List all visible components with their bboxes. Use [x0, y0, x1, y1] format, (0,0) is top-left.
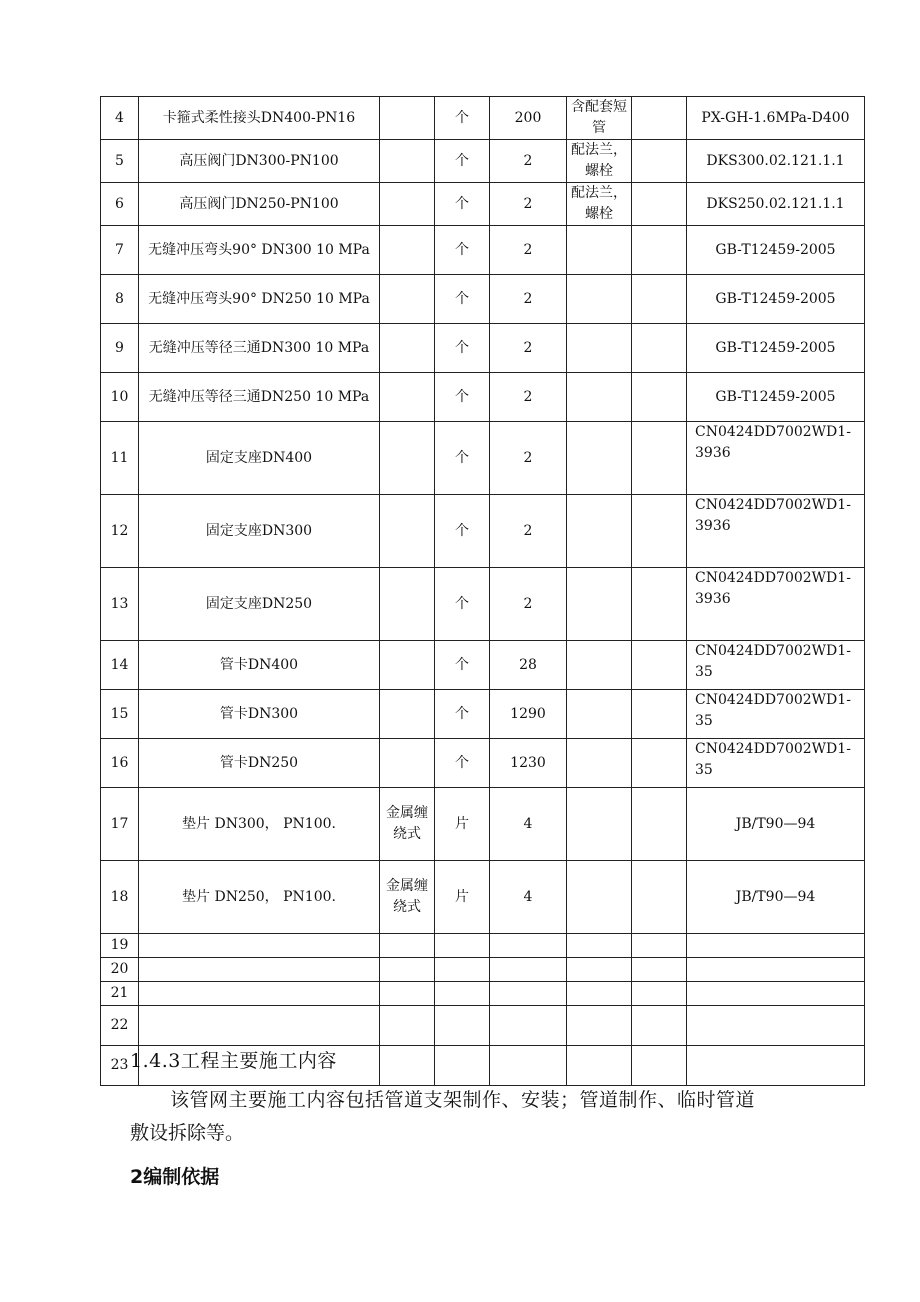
cell-unit: 个 — [435, 495, 490, 568]
table-body — [101, 97, 865, 1086]
cell-qty: 1290 — [490, 690, 567, 739]
cell-name — [139, 958, 380, 982]
cell-qty — [490, 934, 567, 958]
table-row — [101, 275, 865, 324]
cell-note2 — [632, 982, 687, 1006]
cell-std: CN0424DD7002WD1-3936 — [687, 568, 865, 641]
cell-qty: 1230 — [490, 739, 567, 788]
table-row — [101, 861, 865, 934]
cell-note2 — [632, 495, 687, 568]
table-row — [101, 641, 865, 690]
cell-std — [687, 958, 865, 982]
cell-unit: 个 — [435, 97, 490, 140]
cell-material: 金属缠绕式 — [380, 788, 435, 861]
cell-note1 — [567, 861, 632, 934]
table-row — [101, 934, 865, 958]
cell-std: JB/T90—94 — [687, 861, 865, 934]
cell-note2 — [632, 97, 687, 140]
table-row — [101, 495, 865, 568]
cell-no: 10 — [101, 373, 139, 422]
cell-material — [380, 226, 435, 275]
cell-qty: 2 — [490, 495, 567, 568]
cell-no: 17 — [101, 788, 139, 861]
cell-material — [380, 97, 435, 140]
cell-note2 — [632, 1046, 687, 1086]
table-row — [101, 373, 865, 422]
cell-qty — [490, 958, 567, 982]
cell-std: JB/T90—94 — [687, 788, 865, 861]
cell-no: 23 — [101, 1046, 139, 1086]
cell-unit: 个 — [435, 641, 490, 690]
cell-name: 固定支座DN300 — [139, 495, 380, 568]
cell-qty: 2 — [490, 140, 567, 183]
cell-qty — [490, 1046, 567, 1086]
cell-material — [380, 422, 435, 495]
cell-no: 14 — [101, 641, 139, 690]
cell-unit: 个 — [435, 140, 490, 183]
cell-no: 7 — [101, 226, 139, 275]
cell-no: 9 — [101, 324, 139, 373]
cell-name: 垫片 DN300， PN100. — [139, 788, 380, 861]
cell-material — [380, 183, 435, 226]
cell-no: 21 — [101, 982, 139, 1006]
cell-no: 13 — [101, 568, 139, 641]
cell-unit — [435, 1006, 490, 1046]
cell-std: PX-GH-1.6MPa-D400 — [687, 97, 865, 140]
cell-qty: 2 — [490, 275, 567, 324]
cell-std: DKS300.02.121.1.1 — [687, 140, 865, 183]
cell-name: 无缝冲压弯头90° DN250 10 MPa — [139, 275, 380, 324]
cell-material — [380, 373, 435, 422]
cell-note2 — [632, 861, 687, 934]
cell-note1 — [567, 275, 632, 324]
cell-note1 — [567, 495, 632, 568]
cell-note1 — [567, 982, 632, 1006]
cell-std: GB-T12459-2005 — [687, 275, 865, 324]
cell-note1 — [567, 373, 632, 422]
cell-qty: 2 — [490, 226, 567, 275]
cell-note1 — [567, 690, 632, 739]
cell-name: 无缝冲压等径三通DN300 10 MPa — [139, 324, 380, 373]
cell-name: 固定支座DN400 — [139, 422, 380, 495]
cell-qty — [490, 982, 567, 1006]
cell-note1 — [567, 958, 632, 982]
cell-name: 无缝冲压弯头90° DN300 10 MPa — [139, 226, 380, 275]
table-row — [101, 422, 865, 495]
cell-std: GB-T12459-2005 — [687, 226, 865, 275]
table-row — [101, 690, 865, 739]
cell-qty: 4 — [490, 788, 567, 861]
cell-note2 — [632, 1006, 687, 1046]
cell-no: 16 — [101, 739, 139, 788]
cell-note2 — [632, 183, 687, 226]
cell-qty: 2 — [490, 183, 567, 226]
cell-unit: 个 — [435, 275, 490, 324]
cell-std — [687, 982, 865, 1006]
cell-std — [687, 1006, 865, 1046]
cell-name: 垫片 DN250， PN100. — [139, 861, 380, 934]
table-row — [101, 568, 865, 641]
cell-unit: 个 — [435, 568, 490, 641]
cell-no: 11 — [101, 422, 139, 495]
cell-note1 — [567, 739, 632, 788]
cell-std: CN0424DD7002WD1-3936 — [687, 495, 865, 568]
cell-note2 — [632, 788, 687, 861]
cell-material — [380, 275, 435, 324]
chapter-heading: 2编制依据 — [130, 1166, 220, 1188]
cell-name: 无缝冲压等径三通DN250 10 MPa — [139, 373, 380, 422]
cell-name: 高压阀门DN250-PN100 — [139, 183, 380, 226]
cell-no: 6 — [101, 183, 139, 226]
table-row — [101, 739, 865, 788]
cell-name: 管卡DN400 — [139, 641, 380, 690]
cell-no: 15 — [101, 690, 139, 739]
cell-material — [380, 690, 435, 739]
cell-material — [380, 324, 435, 373]
section-paragraph-continued: 敷设拆除等。 — [130, 1122, 245, 1144]
table-row — [101, 140, 865, 183]
cell-note2 — [632, 324, 687, 373]
cell-material — [380, 958, 435, 982]
cell-unit — [435, 958, 490, 982]
cell-std — [687, 934, 865, 958]
cell-unit — [435, 934, 490, 958]
cell-note2 — [632, 373, 687, 422]
cell-name: 固定支座DN250 — [139, 568, 380, 641]
cell-std: GB-T12459-2005 — [687, 324, 865, 373]
cell-unit: 个 — [435, 324, 490, 373]
cell-no: 12 — [101, 495, 139, 568]
cell-unit: 个 — [435, 739, 490, 788]
table-row — [101, 226, 865, 275]
table-row — [101, 958, 865, 982]
cell-no: 19 — [101, 934, 139, 958]
cell-std: CN0424DD7002WD1-35 — [687, 739, 865, 788]
table-row — [101, 788, 865, 861]
cell-unit — [435, 1046, 490, 1086]
cell-name — [139, 982, 380, 1006]
section-paragraph: 该管网主要施工内容包括管道支架制作、安装；管道制作、临时管道 — [170, 1089, 756, 1111]
cell-name — [139, 1006, 380, 1046]
cell-note1 — [567, 934, 632, 958]
cell-note1 — [567, 1046, 632, 1086]
cell-note2 — [632, 958, 687, 982]
table-row — [101, 324, 865, 373]
table-row — [101, 1006, 865, 1046]
cell-note2 — [632, 140, 687, 183]
cell-note1: 配法兰，螺栓 — [567, 183, 632, 226]
cell-no: 22 — [101, 1006, 139, 1046]
cell-std: DKS250.02.121.1.1 — [687, 183, 865, 226]
cell-qty: 2 — [490, 324, 567, 373]
cell-std: GB-T12459-2005 — [687, 373, 865, 422]
cell-no: 20 — [101, 958, 139, 982]
cell-material — [380, 739, 435, 788]
cell-material — [380, 1046, 435, 1086]
cell-note2 — [632, 641, 687, 690]
cell-note1 — [567, 641, 632, 690]
cell-note2 — [632, 226, 687, 275]
cell-no: 5 — [101, 140, 139, 183]
cell-material — [380, 568, 435, 641]
table-row — [101, 183, 865, 226]
cell-qty — [490, 1006, 567, 1046]
cell-no: 4 — [101, 97, 139, 140]
cell-note2 — [632, 275, 687, 324]
cell-std — [687, 1046, 865, 1086]
cell-material — [380, 982, 435, 1006]
cell-material — [380, 495, 435, 568]
cell-material — [380, 934, 435, 958]
cell-note2 — [632, 739, 687, 788]
cell-qty: 2 — [490, 422, 567, 495]
cell-material — [380, 140, 435, 183]
cell-note2 — [632, 422, 687, 495]
cell-unit: 片 — [435, 788, 490, 861]
cell-name — [139, 934, 380, 958]
cell-note2 — [632, 690, 687, 739]
cell-qty: 200 — [490, 97, 567, 140]
cell-material — [380, 1006, 435, 1046]
cell-unit: 个 — [435, 422, 490, 495]
table-row — [101, 982, 865, 1006]
cell-name: 高压阀门DN300-PN100 — [139, 140, 380, 183]
cell-name: 卡箍式柔性接头DN400-PN16 — [139, 97, 380, 140]
cell-unit: 个 — [435, 226, 490, 275]
cell-qty: 28 — [490, 641, 567, 690]
cell-note1 — [567, 788, 632, 861]
cell-unit: 个 — [435, 690, 490, 739]
cell-no: 8 — [101, 275, 139, 324]
section-heading: 1.4.3工程主要施工内容 — [130, 1050, 337, 1072]
cell-unit: 个 — [435, 373, 490, 422]
cell-name: 管卡DN250 — [139, 739, 380, 788]
cell-note1 — [567, 422, 632, 495]
cell-note1 — [567, 324, 632, 373]
cell-qty: 2 — [490, 568, 567, 641]
cell-note1: 含配套短管 — [567, 97, 632, 140]
cell-qty: 4 — [490, 861, 567, 934]
cell-note2 — [632, 934, 687, 958]
cell-note1 — [567, 226, 632, 275]
cell-note2 — [632, 568, 687, 641]
materials-table — [100, 96, 865, 1086]
cell-std: CN0424DD7002WD1-35 — [687, 641, 865, 690]
cell-unit: 片 — [435, 861, 490, 934]
cell-note1 — [567, 1006, 632, 1046]
cell-material — [380, 641, 435, 690]
cell-note1: 配法兰，螺栓 — [567, 140, 632, 183]
table-row — [101, 97, 865, 140]
cell-unit — [435, 982, 490, 1006]
cell-material: 金属缠绕式 — [380, 861, 435, 934]
cell-unit: 个 — [435, 183, 490, 226]
cell-qty: 2 — [490, 373, 567, 422]
cell-note1 — [567, 568, 632, 641]
cell-no: 18 — [101, 861, 139, 934]
cell-name: 管卡DN300 — [139, 690, 380, 739]
cell-std: CN0424DD7002WD1-35 — [687, 690, 865, 739]
cell-std: CN0424DD7002WD1-3936 — [687, 422, 865, 495]
